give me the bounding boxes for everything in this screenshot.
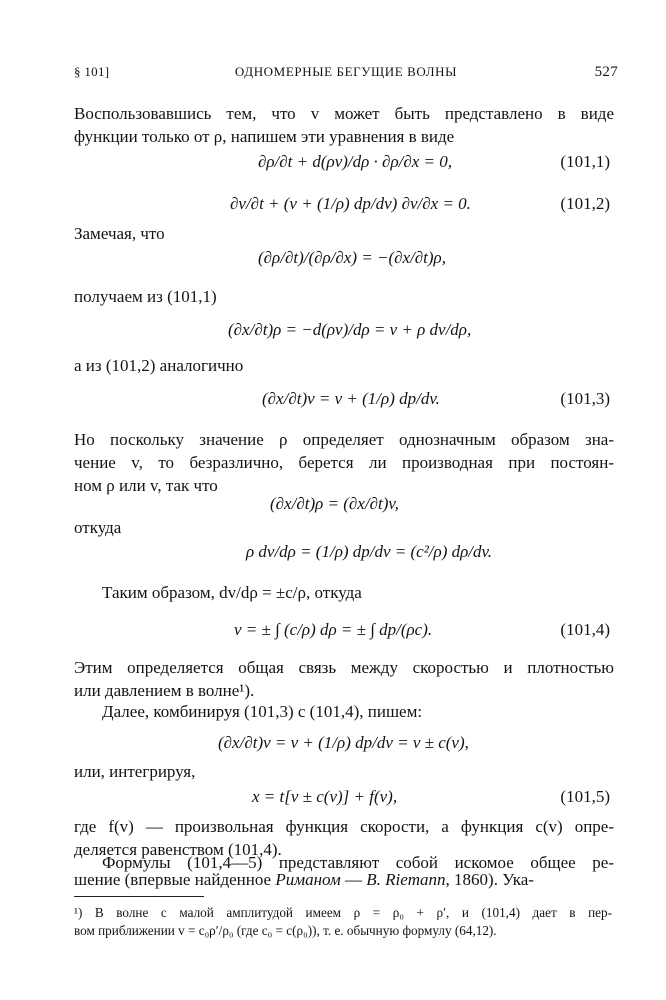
text-line: Таким образом, dv/dρ = ±c/ρ, откуда: [102, 583, 362, 602]
text-line: Воспользовавшись тем, что v может быть представлено в виде: [74, 104, 614, 123]
name-riemann-lat: B. Riemann: [366, 870, 446, 889]
text-line-with-names: [74, 868, 614, 892]
name-riemann-ru: Риманом: [275, 870, 341, 889]
text-line: Формулы (101,4—5) представляют собой искомое общее ре-: [102, 853, 614, 872]
equation-101-3: (∂x/∂t)v = v + (1/ρ) dp/dv.: [262, 389, 440, 408]
text-fragment: шение (впервые найденное: [74, 870, 276, 889]
equation-101-4: v = ± ∫ (c/ρ) dρ = ± ∫ dp/(ρc).: [234, 620, 433, 639]
footnote-line: вом приближении v = c₀ρ′/ρ₀ (где c₀ = c(ρ₀)), т. е. обычную формулу (64,12).: [74, 923, 497, 938]
equation-number: (101,4): [560, 620, 610, 639]
equation-remark: (∂ρ/∂t)/(∂ρ/∂x) = −(∂x/∂t)ρ,: [258, 248, 446, 267]
equation-number: (101,3): [560, 389, 610, 408]
equation-equality: (∂x/∂t)ρ = (∂x/∂t)v,: [270, 494, 399, 513]
footnote-line: ¹) В волне с малой амплитудой имеем ρ = ρ₀ + ρ′, и (101,4) дает в пер-: [74, 905, 612, 920]
text-line: или, интегрируя,: [74, 762, 196, 781]
text-line: чение v, то безразлично, берется ли производная при постоян-: [74, 453, 614, 472]
running-header: [74, 64, 618, 84]
text-fragment: —: [340, 870, 367, 889]
text-line: где f(v) — произвольная функция скорости, а функция c(v) опре-: [74, 817, 614, 836]
equation-rho: ρ dv/dρ = (1/ρ) dp/dv = (c²/ρ) dρ/dv.: [246, 542, 493, 561]
equation-101-5: x = t[v ± c(v)] + f(v),: [252, 787, 398, 806]
equation-from-101-1: (∂x/∂t)ρ = −d(ρv)/dρ = v + ρ dv/dρ,: [228, 320, 472, 339]
text-line: откуда: [74, 518, 122, 537]
equation-combined: (∂x/∂t)v = v + (1/ρ) dp/dv = v ± c(v),: [218, 733, 469, 752]
equation-number: (101,2): [560, 194, 610, 213]
text-line: ном ρ или v, так что: [74, 476, 218, 495]
page-number: 527: [594, 64, 618, 80]
section-mark: § 101]: [74, 64, 110, 79]
equation-101-2: ∂v/∂t + (v + (1/ρ) dp/dv) ∂v/∂x = 0.: [230, 194, 471, 213]
running-title: ОДНОМЕРНЫЕ БЕГУЩИЕ ВОЛНЫ: [234, 64, 458, 79]
text-line: Но поскольку значение ρ определяет однозначным образом зна-: [74, 430, 614, 449]
text-line: Замечая, что: [74, 224, 165, 243]
text-line: деляется равенством (101,4).: [74, 840, 282, 859]
text-line: а из (101,2) аналогично: [74, 356, 244, 375]
equation-number: (101,5): [560, 787, 610, 806]
text-fragment: , 1860). Ука-: [445, 870, 534, 889]
text-line: или давлением в волне¹).: [74, 681, 255, 700]
equation-number: (101,1): [560, 152, 610, 171]
equation-101-1: ∂ρ/∂t + d(ρv)/dρ · ∂ρ/∂x = 0,: [258, 152, 452, 171]
footnote-rule: [74, 896, 204, 897]
text-line: Далее, комбинируя (101,3) с (101,4), пишем:: [102, 702, 423, 721]
text-line: функции только от ρ, напишем эти уравнения в виде: [74, 127, 455, 146]
text-line: Этим определяется общая связь между скоростью и плотностью: [74, 658, 614, 677]
text-line: получаем из (101,1): [74, 287, 217, 306]
